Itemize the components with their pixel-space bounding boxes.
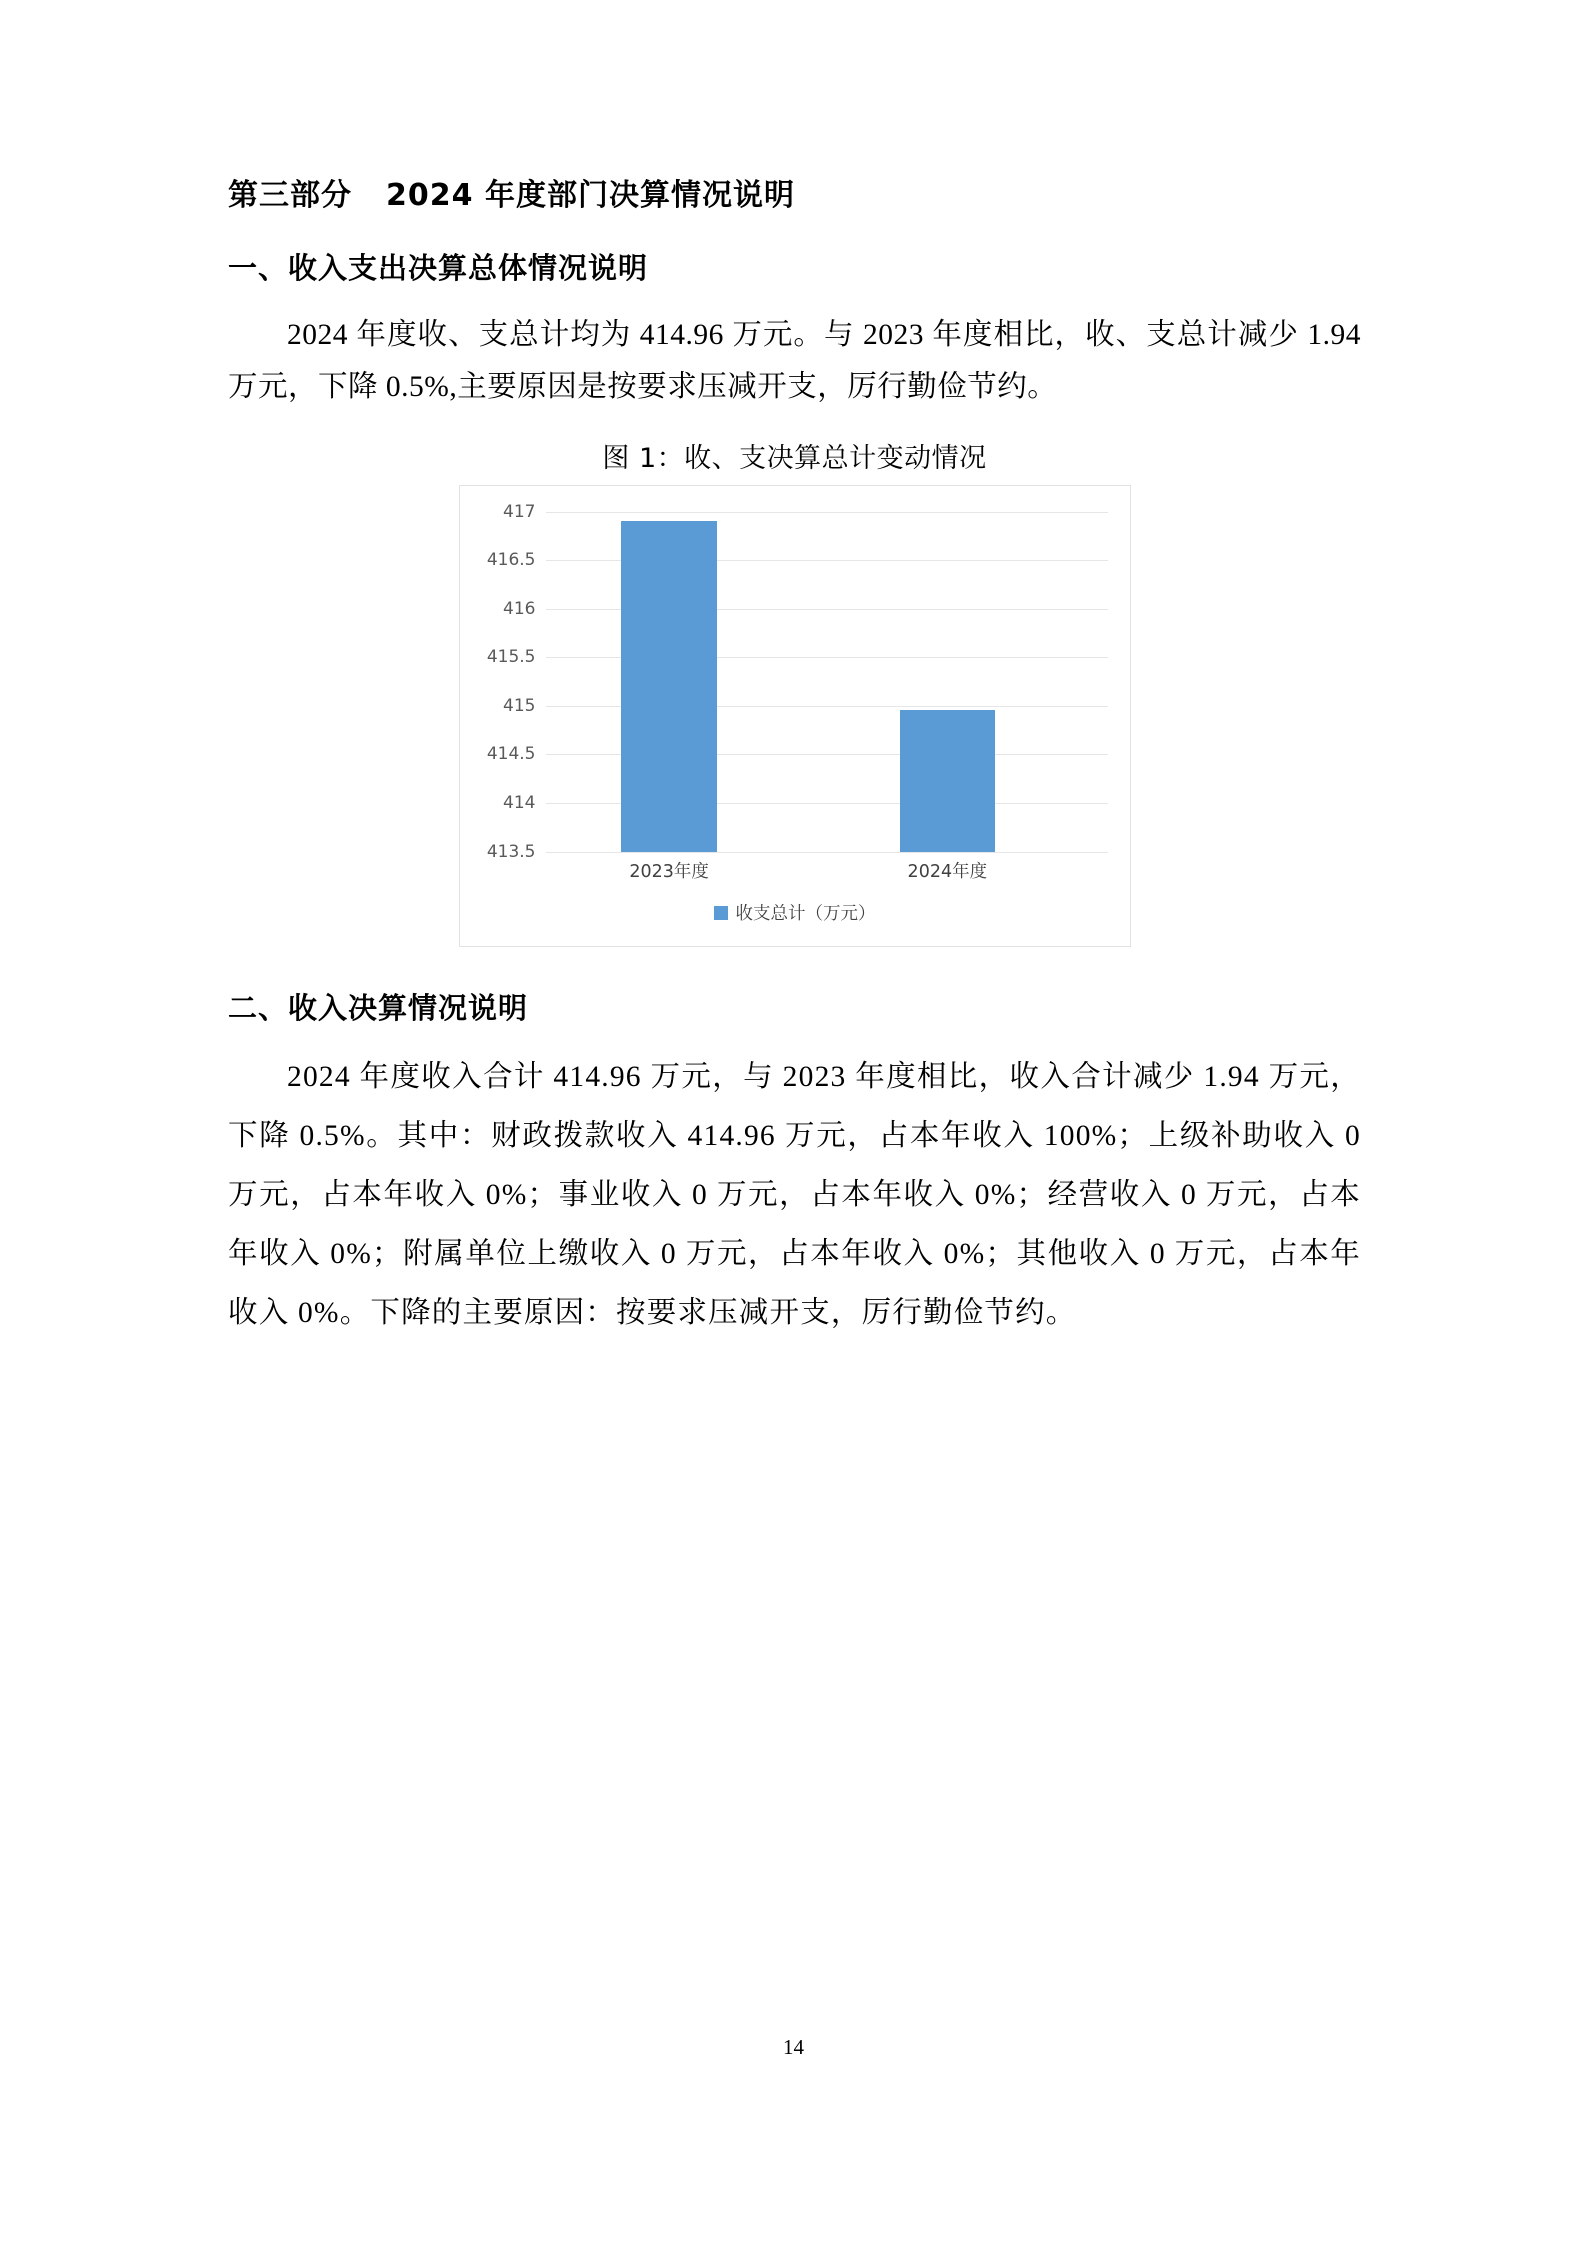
bar-2023 bbox=[621, 521, 717, 851]
page-number: 14 bbox=[783, 2035, 804, 2059]
x-tick-label-2023: 2023年度 bbox=[629, 861, 709, 882]
gridline bbox=[503, 501, 1108, 522]
x-tick-label-2024: 2024年度 bbox=[907, 861, 988, 882]
chart-legend bbox=[460, 900, 1130, 925]
chart-x-axis bbox=[546, 858, 1108, 886]
section-2-paragraph: 2024 年度收入合计 414.96 万元，与 2023 年度相比，收入合计减少 1.94 万元，下降 0.5%。其中：财政拨款收入 414.96 万元，占本年收入 100%；上级补助收入 0 万元，占本年收入 0%；事业收入 0 万元，占本年收入 0%；经营收入 0 万元，占本年收入 0%；附属单位上缴收入 0 万元，占本年收入 0%；其他收入 0 万元，占本年收入 0%。下降的主要原因：按要求压减开支，厉行勤俭节约。 bbox=[228, 1061, 1361, 1329]
y-tick-label: 414.5 bbox=[486, 744, 536, 765]
page-content bbox=[228, 175, 1361, 1353]
legend-label: 收支总计（万元） bbox=[735, 903, 876, 924]
y-tick-label: 415.5 bbox=[486, 647, 536, 668]
bar-2024 bbox=[900, 710, 996, 852]
y-tick-label: 416 bbox=[503, 598, 536, 619]
gridline bbox=[486, 841, 1108, 862]
y-tick-label: 415 bbox=[503, 695, 536, 716]
y-tick-label: 414 bbox=[503, 792, 536, 813]
chart-plot-area bbox=[486, 501, 1108, 862]
y-tick-label: 417 bbox=[503, 501, 536, 522]
section-heading-1: 一、收入支出决算总体情况说明 bbox=[228, 251, 649, 285]
part-heading bbox=[228, 175, 1361, 217]
section-heading-2: 二、收入决算情况说明 bbox=[228, 990, 529, 1025]
bar-chart bbox=[459, 485, 1131, 947]
y-tick-label: 416.5 bbox=[486, 550, 536, 571]
part-heading-label: 第三部分 bbox=[228, 178, 352, 213]
figure-caption: 图 1：收、支决算总计变动情况 bbox=[602, 442, 987, 474]
part-title-label: 2024 年度部门决算情况说明 bbox=[386, 178, 795, 213]
legend-swatch-icon bbox=[714, 906, 728, 920]
y-tick-label: 413.5 bbox=[486, 841, 536, 862]
section-1-paragraph: 2024 年度收、支总计均为 414.96 万元。与 2023 年度相比，收、支总计减少 1.94 万元，下降 0.5%,主要原因是按要求压减开支，厉行勤俭节约。 bbox=[228, 318, 1361, 403]
